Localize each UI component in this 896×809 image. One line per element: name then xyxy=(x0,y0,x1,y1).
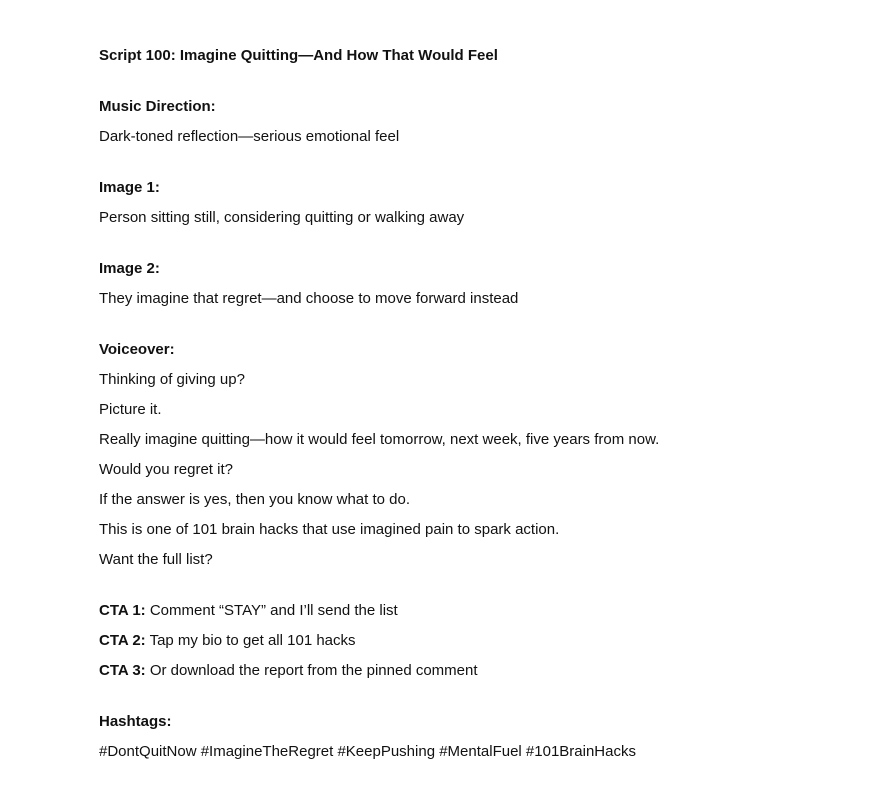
image2-text: They imagine that regret—and choose to move forward instead xyxy=(99,290,519,307)
music-direction-text: Dark-toned reflection—serious emotional feel xyxy=(99,128,400,145)
image2-heading: Image 2: xyxy=(99,260,160,277)
cta-item-1 xyxy=(99,601,859,621)
voiceover-line: Really imagine quitting—how it would feel tomorrow, next week, five years from now. xyxy=(99,431,660,448)
hashtags-text: #DontQuitNow #ImagineTheRegret #KeepPushing #MentalFuel #101BrainHacks xyxy=(99,743,636,760)
document-page xyxy=(99,46,859,762)
document-title: Script 100: Imagine Quitting—And How That Would Feel xyxy=(99,47,498,64)
cta-text: Comment “STAY” and I’ll send the list xyxy=(145,602,398,619)
voiceover-line: Picture it. xyxy=(99,401,162,418)
cta-label: CTA 3: xyxy=(99,662,146,679)
hashtags-section xyxy=(99,712,859,762)
voiceover-line: This is one of 101 brain hacks that use imagined pain to spark action. xyxy=(99,521,560,538)
cta-label: CTA 1: xyxy=(99,602,146,619)
cta-item-2 xyxy=(99,631,859,651)
voiceover-heading: Voiceover: xyxy=(99,341,175,358)
voiceover-line: Thinking of giving up? xyxy=(99,371,245,388)
hashtags-heading: Hashtags: xyxy=(99,713,172,730)
music-direction-section xyxy=(99,97,859,147)
cta-section xyxy=(99,601,859,681)
cta-label: CTA 2: xyxy=(99,632,146,649)
voiceover-section xyxy=(99,340,859,570)
voiceover-line: If the answer is yes, then you know what to do. xyxy=(99,491,411,508)
image1-section xyxy=(99,178,859,228)
image1-text: Person sitting still, considering quitting or walking away xyxy=(99,209,465,226)
music-direction-heading: Music Direction: xyxy=(99,98,216,115)
image1-heading: Image 1: xyxy=(99,179,160,196)
cta-item-3 xyxy=(99,661,859,681)
cta-text: Tap my bio to get all 101 hacks xyxy=(145,632,356,649)
voiceover-line: Want the full list? xyxy=(99,551,213,568)
image2-section xyxy=(99,259,859,309)
cta-text: Or download the report from the pinned comment xyxy=(145,662,478,679)
voiceover-line: Would you regret it? xyxy=(99,461,233,478)
